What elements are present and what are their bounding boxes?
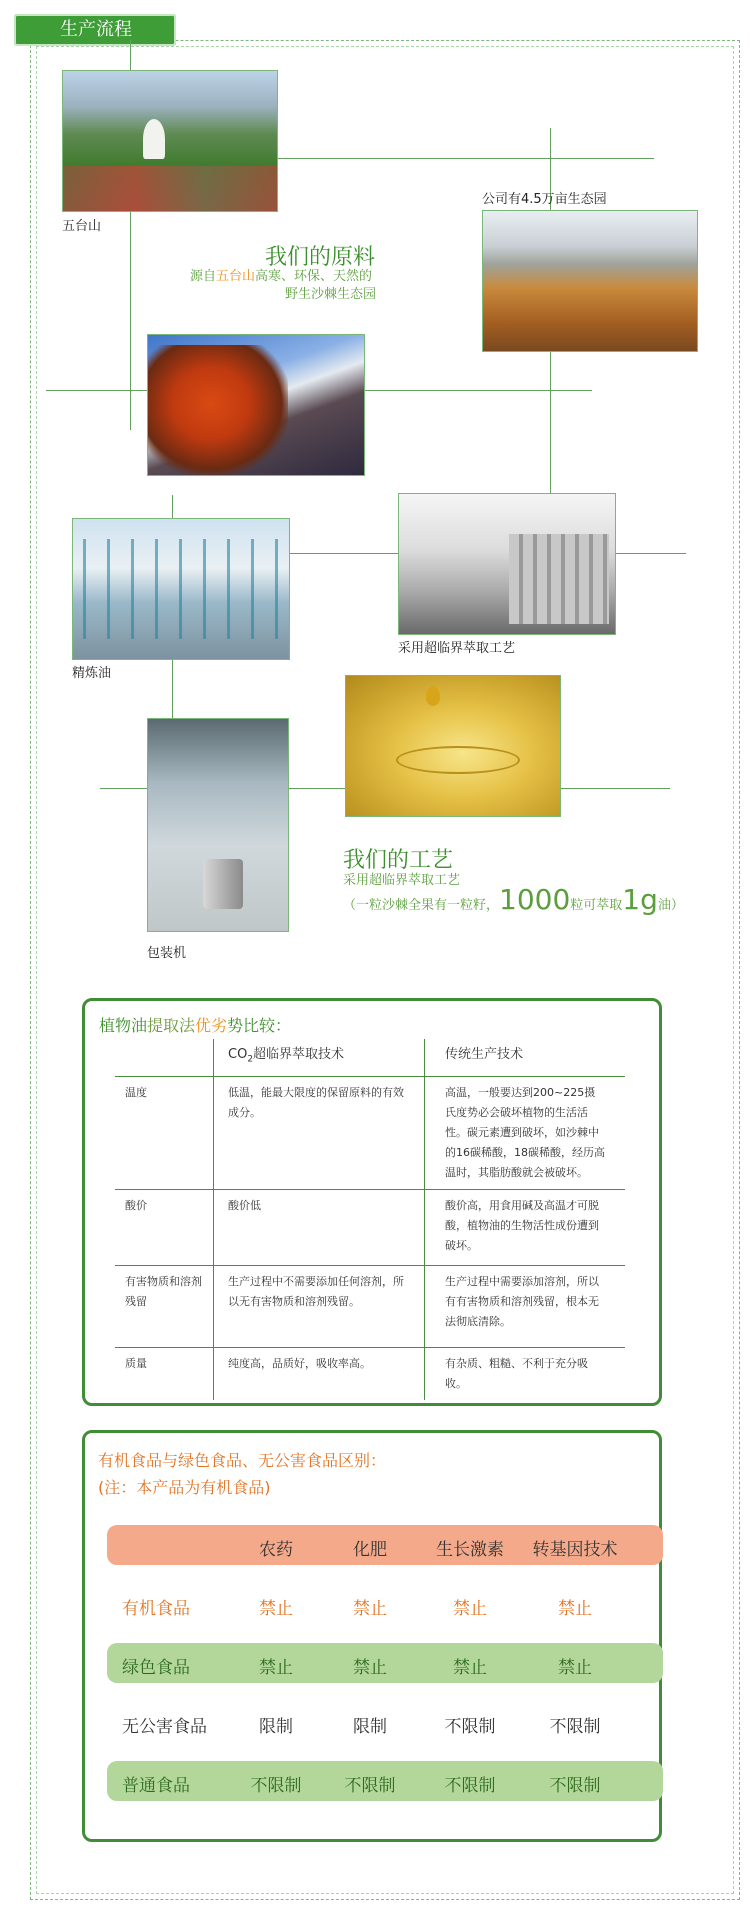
process-title: 我们的工艺: [343, 848, 454, 873]
green-cell: 禁止: [558, 1658, 592, 1678]
row-organic-name: 有机食品: [122, 1599, 190, 1619]
header-gmo: 转基因技术: [532, 1540, 618, 1560]
organic-note: (注：本产品为有机食品): [98, 1478, 271, 1497]
oil-drop-photo: [345, 675, 561, 817]
ecopark-caption: 公司有4.5万亩生态园: [482, 192, 607, 207]
header-hormone: 生长激素: [436, 1540, 504, 1560]
normal-cell: 不限制: [250, 1776, 302, 1796]
pollution-free-cell: 限制: [259, 1717, 293, 1737]
extraction-photo: [398, 493, 616, 635]
row-pollution-free-name: 无公害食品: [122, 1717, 207, 1737]
row-green-name: 绿色食品: [122, 1658, 190, 1678]
packing-machine-photo: [147, 718, 289, 932]
normal-cell: 不限制: [549, 1776, 601, 1796]
table-row: 酸价 酸价低 酸价高，用食用碱及高温才可脱酸，植物油的生物活性成份遭到破坏。: [115, 1189, 625, 1265]
process-line1: 采用超临界萃取工艺: [343, 873, 461, 888]
organic-cell: 禁止: [353, 1599, 387, 1619]
ecopark-photo: [482, 210, 698, 352]
materials-line1: 源自五台山高寒、环保、天然的: [190, 269, 373, 284]
flow-line: [276, 158, 654, 159]
col-co2-header: $CO_2$超临界萃取技术: [214, 1039, 425, 1076]
table-row: 有害物质和溶剂残留 生产过程中不需要添加任何溶剂，所以无有害物质和溶剂残留。 生产过程中需要添加溶剂，所以有有害物质和溶剂残留，根本无法彻底清除。: [115, 1265, 625, 1347]
comparison-title: 植物油提取法优劣势比较：: [99, 1016, 292, 1035]
green-cell: 禁止: [259, 1658, 293, 1678]
table-row: 质量 纯度高，品质好，吸收率高。 有杂质、粗糙、不利于充分吸收。: [115, 1347, 625, 1400]
organic-title: 有机食品与绿色食品、无公害食品区别：: [98, 1451, 387, 1470]
organic-cell: 禁止: [558, 1599, 592, 1619]
pollution-free-cell: 不限制: [549, 1717, 601, 1737]
comparison-table: [115, 1039, 625, 1400]
row-normal-name: 普通食品: [122, 1776, 190, 1796]
materials-line2: 野生沙棘生态园: [285, 287, 377, 302]
wutai-mountain-photo: [62, 70, 278, 212]
seabuckthorn-photo: [147, 334, 365, 476]
section-tab: 生产流程: [14, 14, 176, 46]
organic-cell: 禁止: [453, 1599, 487, 1619]
green-cell: 禁止: [353, 1658, 387, 1678]
header-fertilizer: 化肥: [353, 1540, 387, 1560]
organic-cell: 禁止: [259, 1599, 293, 1619]
wutai-caption: 五台山: [62, 219, 102, 234]
refinery-photo: [72, 518, 290, 660]
header-pesticide: 农药: [259, 1540, 293, 1560]
materials-title: 我们的原料: [265, 245, 376, 270]
extraction-caption: 采用超临界萃取工艺: [398, 641, 516, 656]
normal-cell: 不限制: [444, 1776, 496, 1796]
process-line2: （一粒沙棘全果有一粒籽，1000粒可萃取1g油）: [343, 883, 684, 916]
pollution-free-cell: 限制: [353, 1717, 387, 1737]
refinery-caption: 精炼油: [72, 666, 112, 681]
table-row: 温度 低温，能最大限度的保留原料的有效成分。 高温，一般要达到200~225摄氏度势必会破坏植物的生活活性。碳元素遭到破坏，如沙棘中的16碳稀酸，18碳稀酸，经历高温时，其脂肪酸就会被破坏。: [115, 1076, 625, 1189]
normal-cell: 不限制: [344, 1776, 396, 1796]
comparison-box: [82, 998, 662, 1406]
green-cell: 禁止: [453, 1658, 487, 1678]
packing-caption: 包装机: [147, 946, 187, 961]
col-trad-header: 传统生产技术: [425, 1039, 626, 1076]
pollution-free-cell: 不限制: [444, 1717, 496, 1737]
